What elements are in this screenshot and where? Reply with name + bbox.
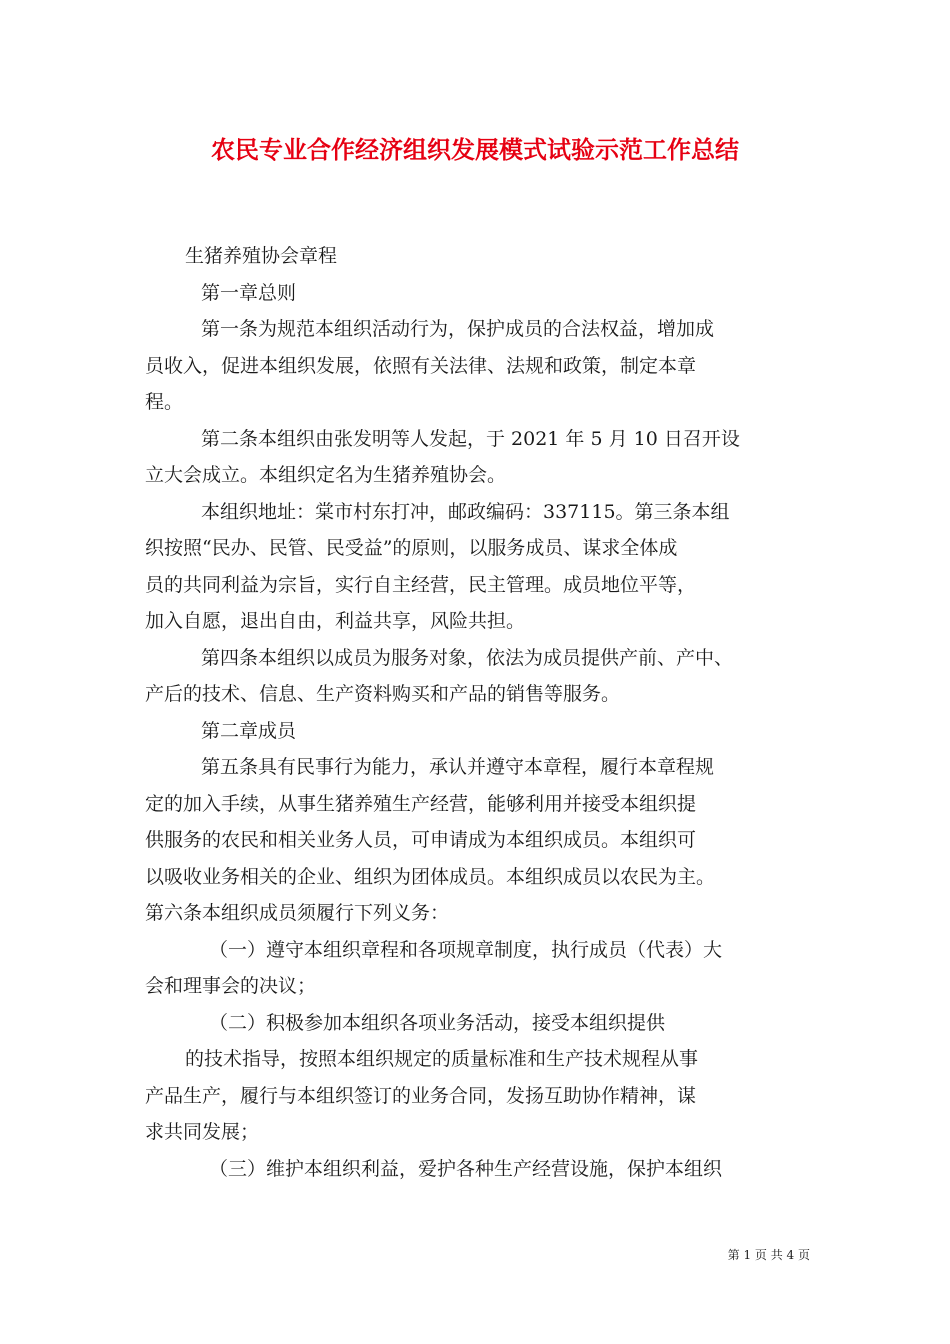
text-line: 立大会成立。本组织定名为生猪养殖协会。: [145, 464, 507, 486]
text-line: 员的共同利益为宗旨，实行自主经营，民主管理。成员地位平等，: [145, 573, 697, 596]
page-number-text: 第 1 页 共 4 页: [727, 1248, 810, 1262]
text-line: 织按照“民办、民管、民受益”的原则，以服务成员、谋求全体成: [145, 537, 678, 559]
text-line: 第二章成员: [201, 719, 297, 742]
document-title: 农民专业合作经济组织发展模式试验示范工作总结: [211, 136, 739, 164]
text-line: （一）遵守本组织章程和各项规章制度，执行成员（代表）大: [209, 938, 723, 961]
text-line: 本组织地址：棠市村东打冲，邮政编码：337115。第三条本组: [201, 500, 730, 523]
page-number-footer: [728, 1246, 810, 1263]
text-line: 以吸收业务相关的企业、组织为团体成员。本组织成员以农民为主。: [145, 865, 716, 888]
text-line: 第一章总则: [201, 281, 297, 304]
text-line: 第一条为规范本组织活动行为，保护成员的合法权益，增加成: [201, 318, 715, 340]
text-line: （三）维护本组织利益，爱护各种生产经营设施，保护本组织: [209, 1157, 723, 1180]
text-line: 加入自愿，退出自由，利益共享，风险共担。: [145, 610, 526, 632]
text-line: 的技术指导，按照本组织规定的质量标准和生产技术规程从事: [185, 1048, 699, 1070]
text-line: 产品生产，履行与本组织签订的业务合同，发扬互助协作精神，谋: [145, 1084, 697, 1107]
text-line: 生猪养殖协会章程: [185, 245, 338, 267]
text-line: 第四条本组织以成员为服务对象，依法为成员提供产前、产中、: [201, 646, 734, 669]
text-line: 产后的技术、信息、生产资料购买和产品的销售等服务。: [145, 683, 621, 705]
text-line: 第二条本组织由张发明等人发起，于 2021 年 5 月 10 日召开设: [201, 427, 740, 450]
text-line: 第六条本组织成员须履行下列义务：: [145, 902, 450, 924]
text-line: 程。: [145, 391, 184, 413]
text-line: 供服务的农民和相关业务人员，可申请成为本组织成员。本组织可: [145, 829, 697, 851]
text-line: 求共同发展；: [145, 1121, 260, 1143]
text-line: 会和理事会的决议；: [145, 975, 317, 997]
document-body: [145, 238, 815, 1187]
text-line: 第五条具有民事行为能力，承认并遵守本章程，履行本章程规: [201, 756, 715, 778]
text-line: 定的加入手续，从事生猪养殖生产经营，能够利用并接受本组织提: [145, 792, 697, 815]
text-line: 员收入，促进本组织发展，依照有关法律、法规和政策，制定本章: [145, 354, 697, 377]
text-line: （二）积极参加本组织各项业务活动，接受本组织提供: [209, 1011, 666, 1034]
